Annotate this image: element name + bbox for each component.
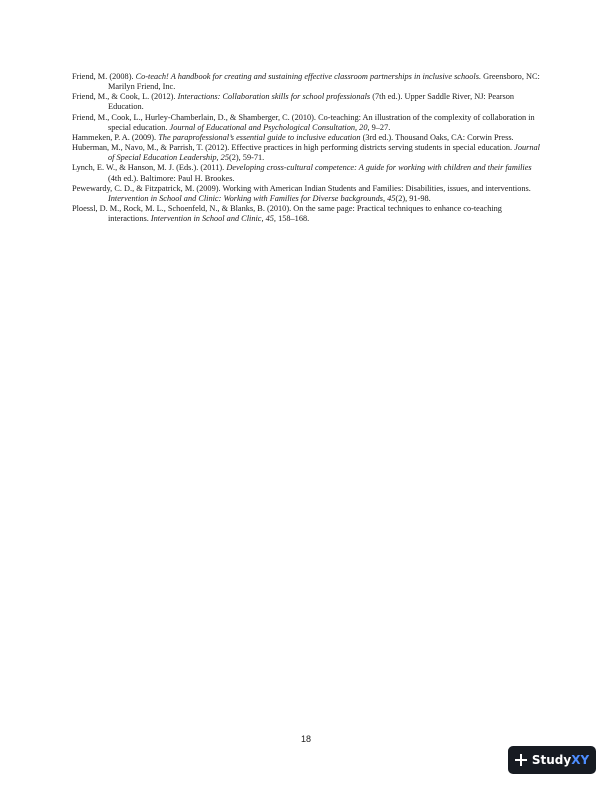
reference-entry xyxy=(72,133,544,143)
plus-icon xyxy=(515,754,527,766)
reference-details: Greensboro, NC: Marilyn Friend, Inc. xyxy=(108,72,540,92)
reference-entry xyxy=(72,72,544,92)
reference-title: Intervention in School and Clinic: Working with Families for Diverse backgrounds, 45 xyxy=(108,193,396,203)
reference-details: 158–168. xyxy=(276,214,310,224)
reference-title: Journal of Special Education Leadership, 25 xyxy=(108,143,540,163)
reference-entry xyxy=(72,163,544,183)
reference-details: (2), 59-71. xyxy=(228,153,265,163)
reference-title: Developing cross-cultural competence: A guide for working with children and their families xyxy=(226,163,532,173)
reference-details: 9–27. xyxy=(369,122,391,132)
reference-details: (7th ed.). Upper Saddle River, NJ: Pearson Education. xyxy=(108,92,515,112)
reference-authors: Friend, M., & Cook, L. (2012). xyxy=(72,92,178,102)
reference-title: Co-teach! A handbook for creating and sustaining effective classroom partnerships in inclusive schools. xyxy=(135,72,482,81)
reference-details: (2), 91-98. xyxy=(395,193,431,203)
reference-authors: Lynch, E. W., & Hanson, M. J. (Eds.). (2011). xyxy=(72,163,227,173)
reference-entry xyxy=(72,143,544,163)
reference-list xyxy=(72,72,544,224)
reference-entry xyxy=(72,184,544,204)
reference-authors: Friend, M., Cook, L., Hurley-Chamberlain, D., & Shamberger, C. (2010). Co-teaching: An illustration of the complexity of collaboration in special education. xyxy=(72,112,535,132)
reference-title: Interactions: Collaboration skills for school professionals xyxy=(177,92,371,102)
reference-title: Intervention in School and Clinic, 45, xyxy=(150,214,276,224)
reference-entry xyxy=(72,92,544,112)
brand-name-main: Study xyxy=(531,753,572,767)
reference-authors: Friend, M. (2008). xyxy=(72,72,136,81)
reference-authors: Huberman, M., Navo, M., & Parrish, T. (2012). Effective practices in high performing districts serving students in special education. xyxy=(72,143,515,153)
reference-authors: Hammeken, P. A. (2009). xyxy=(72,132,159,142)
reference-authors: Pewewardy, C. D., & Fitzpatrick, M. (2009). Working with American Indian Students and Families: Disabilities, issues, and interventions. xyxy=(72,183,531,193)
studyxy-badge[interactable] xyxy=(508,746,596,774)
page-number: 18 xyxy=(300,734,311,744)
reference-entry xyxy=(72,113,544,133)
reference-details: (4th ed.). Baltimore: Paul H. Brookes. xyxy=(108,173,235,183)
reference-entry xyxy=(72,204,544,224)
reference-details: (3rd ed.). Thousand Oaks, CA: Corwin Press. xyxy=(360,132,514,142)
reference-authors: Ploessl, D. M., Rock, M. L., Schoenfeld, N., & Blanks, B. (2010). On the same page: Practical techniques to enhance co-teaching interactions. xyxy=(72,204,502,224)
reference-title: The paraprofessional’s essential guide to inclusive education xyxy=(158,132,361,142)
reference-title: Journal of Educational and Psychological Consultation, 20, xyxy=(169,122,370,132)
brand-name-accent: XY xyxy=(571,753,590,767)
brand-name xyxy=(532,753,589,767)
